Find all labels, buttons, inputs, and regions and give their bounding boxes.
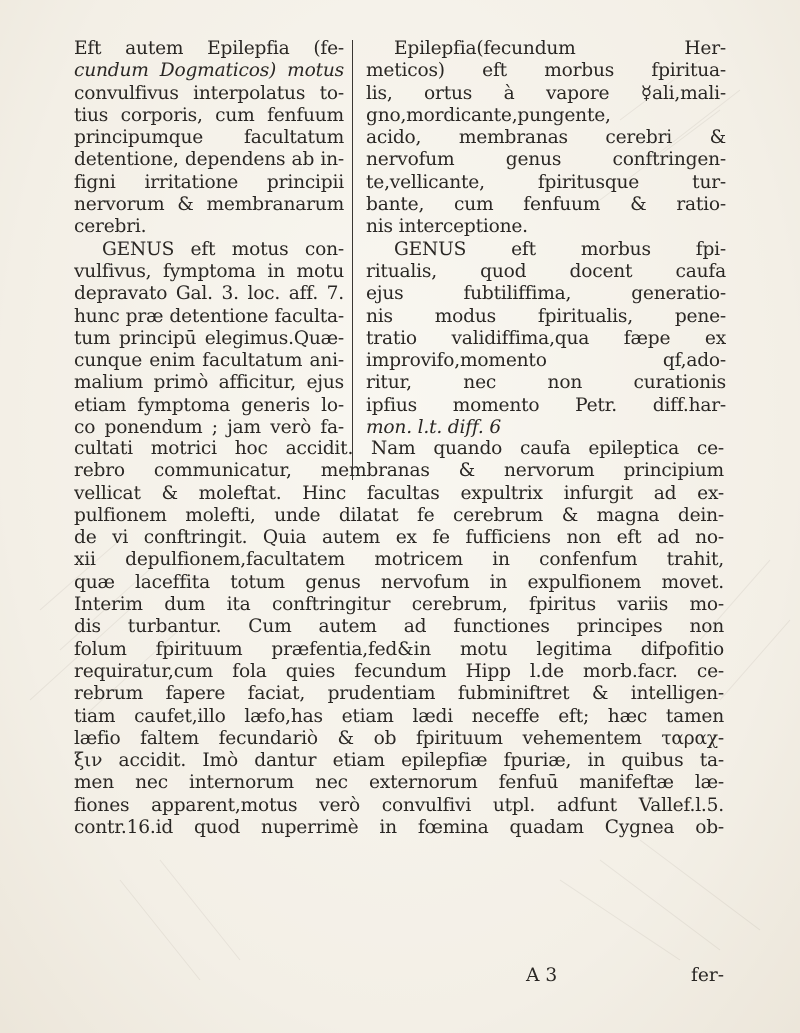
body-line: læfio faltem fecundariò & ob fpirituum vehementem ταραχ- — [74, 727, 724, 749]
body-line: xii depulfionem,facultatem motricem in confenfum trahit, — [74, 549, 724, 571]
left-line: Eft autem Epilepfia (fe- — [74, 38, 344, 59]
two-column-section — [74, 38, 724, 438]
left-line: depravato Gal. 3. loc. aff. 7. — [74, 283, 344, 305]
left-line: vulfivus, fymptoma in motu — [74, 260, 344, 282]
signature-mark: A 3 — [526, 965, 558, 986]
left-line: nervorum & membranarum — [74, 194, 344, 216]
right-line: bante, cum fenfuum & ratio- — [366, 194, 726, 216]
right-line: ritur, nec non curationis — [366, 372, 726, 394]
body-line: de vi conftringit. Quia autem ex fe fufficiens non eft ad no- — [74, 527, 724, 549]
right-genus-heading: GENUS eft morbus fpi- — [394, 238, 726, 260]
body-line: ξιν accidit. Imò dantur etiam epilepfiæ fpuriæ, in quibus ta- — [74, 750, 724, 772]
left-line: detentione, dependens ab in- — [74, 149, 344, 171]
column-divider — [352, 40, 353, 480]
body-line: requiratur,cum fola quies fecundum Hipp l.de morb.facr. ce- — [74, 660, 724, 682]
left-line: convulfivus interpolatus to- — [74, 82, 344, 104]
body-line: vellicat & moleftat. Hinc facultas expultrix infurgit ad ex- — [74, 482, 724, 504]
dogmatic-definition-column — [74, 38, 344, 439]
left-line: cundum Dogmaticos) motus — [74, 60, 344, 82]
body-line: pulfionem molefti, unde dilatat fe cerebrum & magna dein- — [74, 504, 724, 526]
right-line: te,vellicante, fpiritusque tur- — [366, 171, 726, 193]
right-line: improvifo,momento qf,ado- — [366, 350, 726, 372]
left-line: principumque facultatum — [74, 127, 344, 149]
right-line: mon. l.t. diff. 6 — [366, 417, 501, 439]
body-line: men nec internorum nec externorum fenfuū manifeftæ læ- — [74, 772, 724, 794]
body-line: fiones apparent,motus verò convulfivi utpl. adfunt Vallef.l.5. — [74, 794, 724, 816]
right-line: nis interceptione. — [366, 216, 528, 238]
left-genus-heading: GENUS eft motus con- — [102, 238, 344, 260]
left-line: tum principū elegimus.Quæ- — [74, 327, 344, 349]
body-line: contr.16.id quod nuperrimè in fœmina quadam Cygnea ob- — [74, 817, 724, 839]
full-width-body — [74, 438, 724, 839]
right-line: lis, ortus à vapore ☿ali,mali- — [366, 82, 726, 104]
right-line: ipfius momento Petr. diff.har- — [366, 394, 726, 416]
right-line: acido, membranas cerebri & — [366, 127, 726, 149]
left-line: hunc præ detentione faculta- — [74, 305, 344, 327]
body-line: folum fpirituum præfentia,fed&in motu legitima difpofitio — [74, 638, 724, 660]
left-line: etiam fymptoma generis lo- — [74, 394, 344, 416]
hermetic-definition-column — [366, 38, 726, 439]
left-line: figni irritatione principii — [74, 171, 344, 193]
right-line: nervofum genus conftringen- — [366, 149, 726, 171]
left-line: cunque enim facultatum ani- — [74, 350, 344, 372]
body-line: tiam caufet,illo læfo,has etiam lædi neceffe eft; hæc tamen — [74, 705, 724, 727]
body-line: cultati motrici hoc accidit. Nam quando caufa epileptica ce- — [74, 438, 724, 459]
left-line: co ponendum ; jam verò fa- — [74, 417, 344, 439]
body-line: Interim dum ita conftringitur cerebrum, fpiritus variis mo- — [74, 594, 724, 616]
left-line: malium primò afficitur, ejus — [74, 372, 344, 394]
right-line: ritualis, quod docent caufa — [366, 260, 726, 282]
body-line: quæ laceffita totum genus nervofum in expulfionem movet. — [74, 571, 724, 593]
left-line: cerebri. — [74, 216, 147, 238]
left-line: tius corporis, cum fenfuum — [74, 104, 344, 126]
body-line: dis turbantur. Cum autem ad functiones principes non — [74, 616, 724, 638]
catchword: fer- — [690, 965, 724, 986]
body-line: rebro communicatur, membranas & nervorum principium — [74, 460, 724, 482]
right-line: Epilepfia(fecundum Her- — [394, 38, 726, 59]
right-line: nis modus fpiritualis, pene- — [366, 305, 726, 327]
right-line: ejus fubtiliffima, generatio- — [366, 283, 726, 305]
right-line: gno,mordicante,pungente, — [366, 104, 611, 126]
right-line: tratio validiffima,qua fæpe ex — [366, 327, 726, 349]
body-line: rebrum fapere faciat, prudentiam fubminiftret & intelligen- — [74, 683, 724, 705]
right-line: meticos) eft morbus fpiritua- — [366, 60, 726, 82]
